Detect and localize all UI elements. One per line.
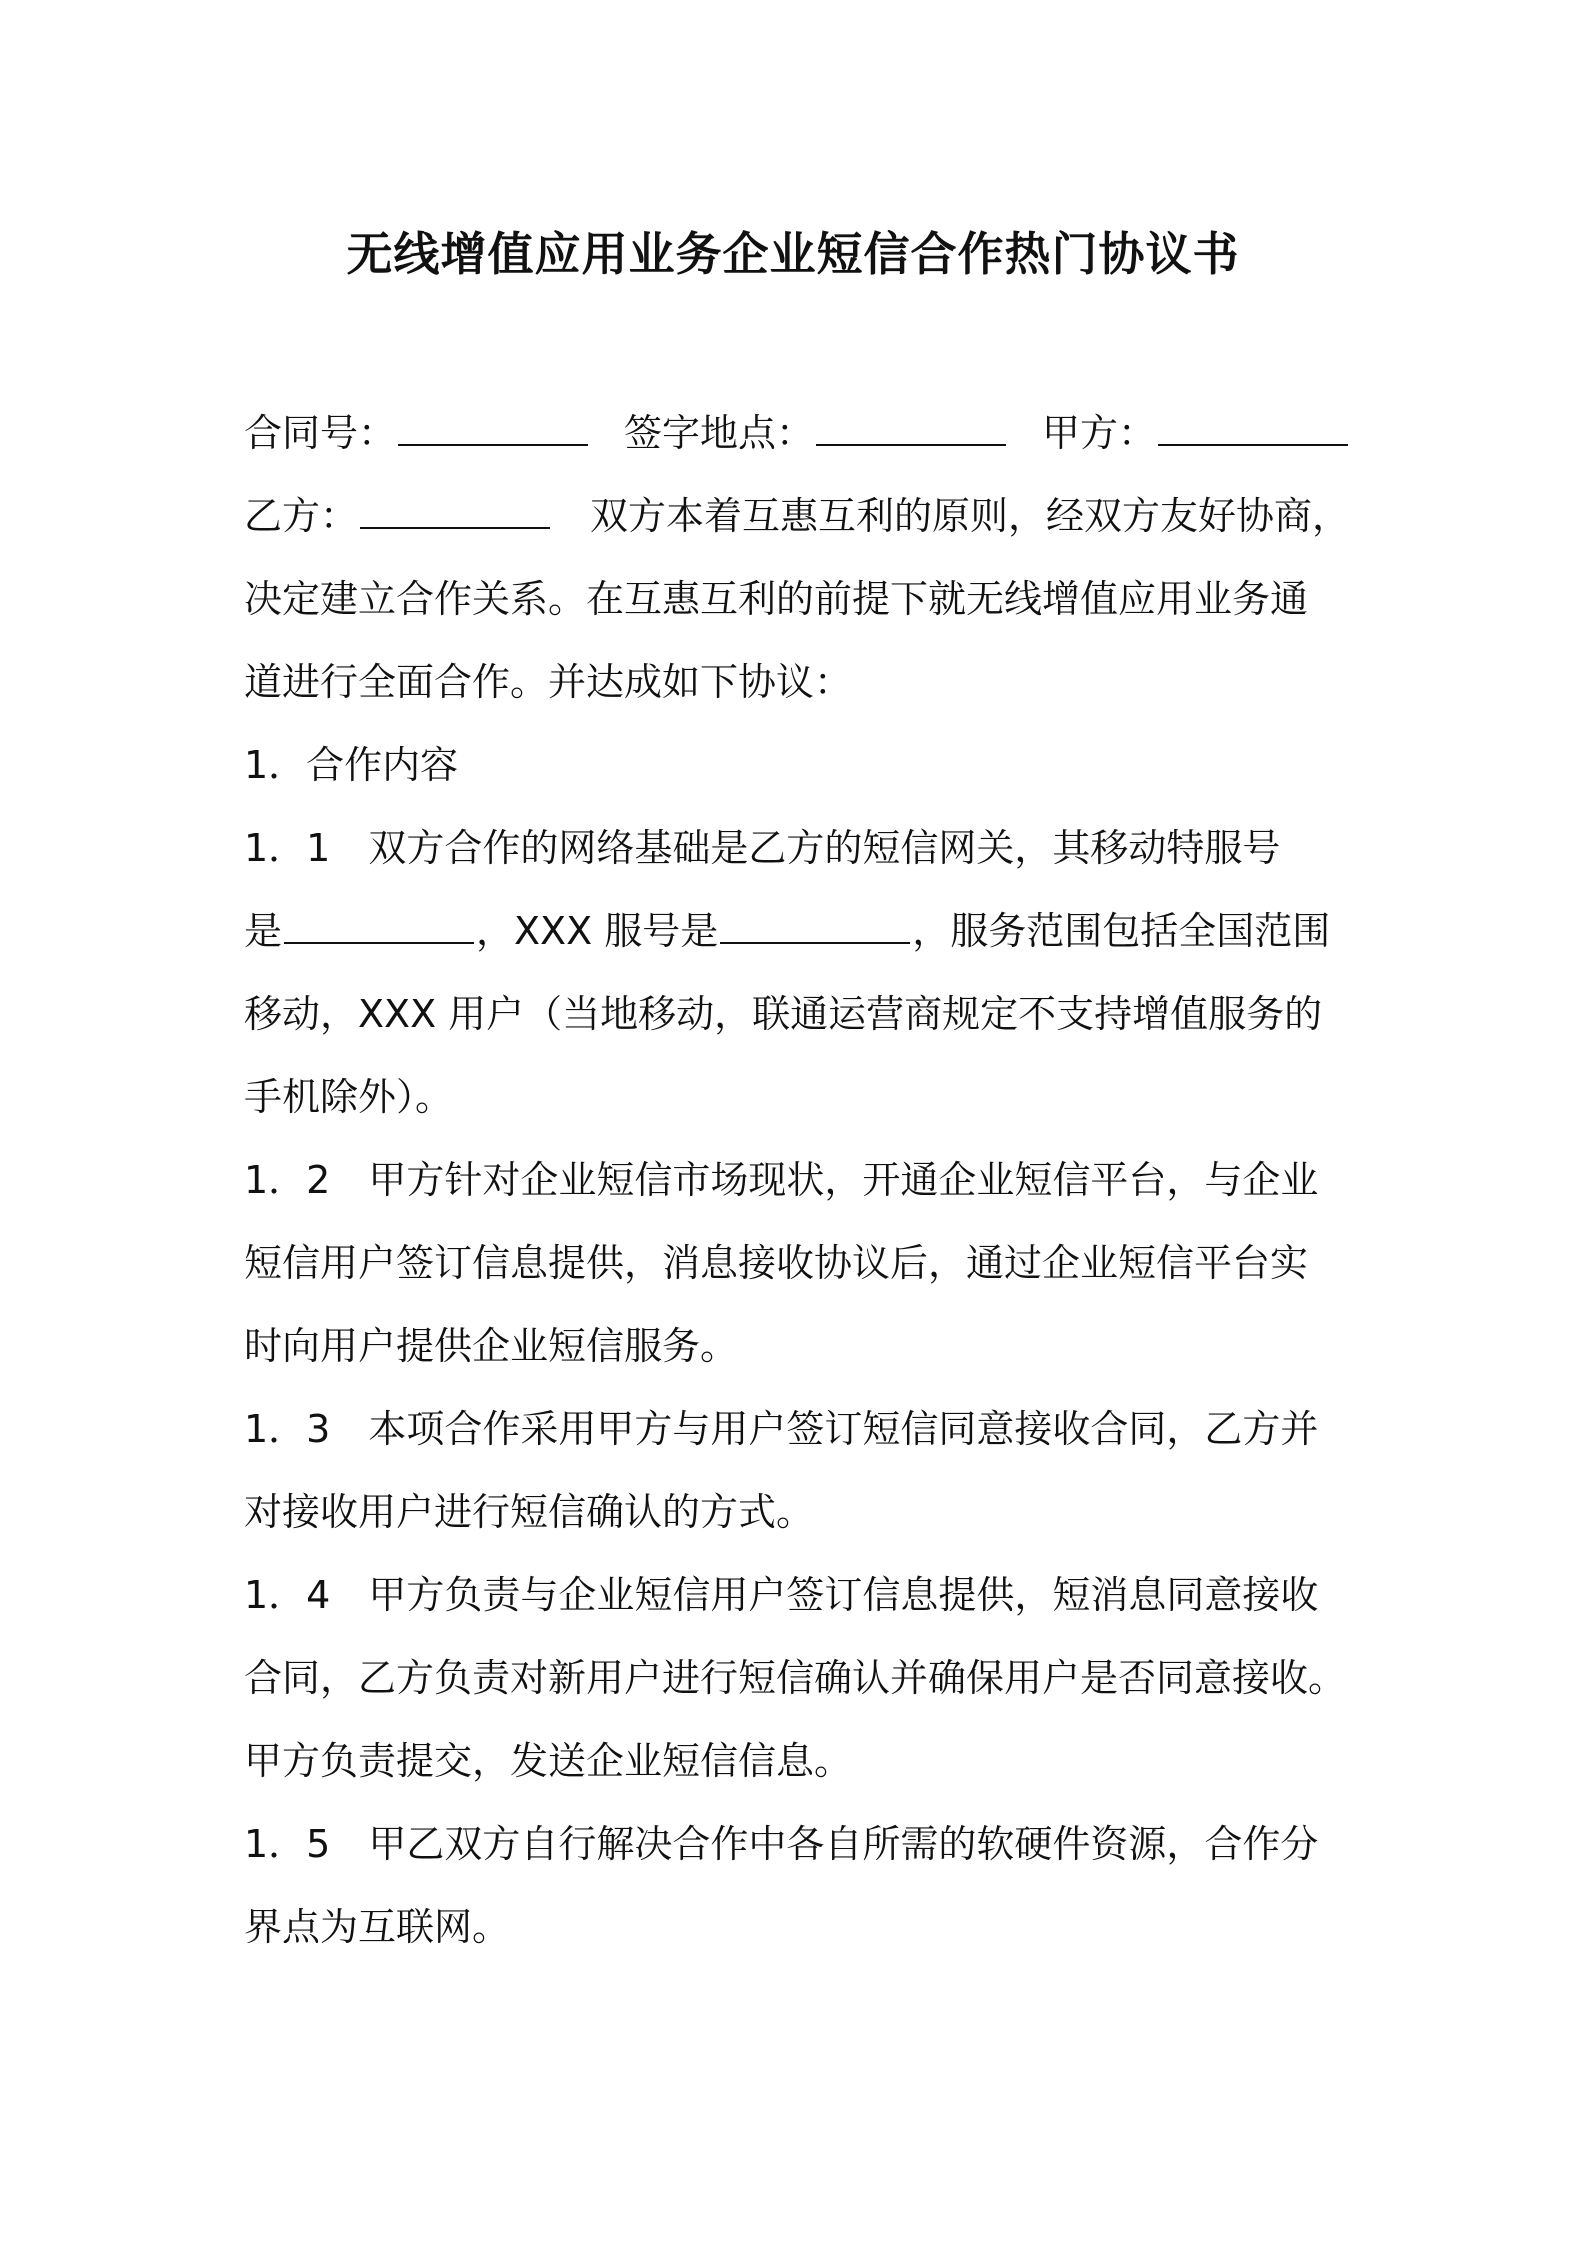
clause-1-1-line-2 — [244, 890, 1330, 973]
paragraph-line: 甲方负责提交，发送企业短信信息。 — [244, 1739, 853, 1783]
party-b-label: 乙方： — [244, 494, 359, 538]
paragraph-line: 移动，XXX 用户（当地移动，联通运营商规定不支持增值服务的 — [244, 992, 1323, 1036]
paragraph-line: 手机除外）。 — [244, 1075, 454, 1119]
clause-text: ，XXX 服号是 — [476, 909, 719, 953]
document-title: 无线增值应用业务企业短信合作热门协议书 — [346, 227, 1240, 281]
contract-no-blank — [398, 406, 588, 446]
clause-1-1: 1．1 双方合作的网络基础是乙方的短信网关，其移动特服号 — [244, 826, 1281, 870]
paragraph-line: 道进行全面合作。并达成如下协议： — [244, 660, 853, 704]
sign-place-label: 签字地点： — [624, 411, 815, 455]
xxx-service-number-blank — [720, 904, 910, 944]
clause-1-4: 1．4 甲方负责与企业短信用户签订信息提供，短消息同意接收 — [244, 1573, 1319, 1617]
header-fields-line-2 — [244, 475, 1350, 558]
clause-1-3: 1．3 本项合作采用甲方与用户签订短信同意接收合同，乙方并 — [244, 1407, 1319, 1451]
section-heading: 1．合作内容 — [244, 743, 459, 787]
paragraph-line: 合同，乙方负责对新用户进行短信确认并确保用户是否同意接收。 — [244, 1656, 1347, 1700]
sign-place-blank — [816, 406, 1006, 446]
party-a-label: 甲方： — [1042, 411, 1157, 455]
paragraph-line: 时向用户提供企业短信服务。 — [244, 1324, 739, 1368]
header-fields-line-1 — [244, 392, 1350, 475]
clause-text: ，服务范围包括全国范围 — [912, 909, 1331, 953]
paragraph-line: 决定建立合作关系。在互惠互利的前提下就无线增值应用业务通 — [244, 577, 1309, 621]
special-service-number-blank — [284, 904, 474, 944]
clause-text: 是 — [244, 909, 283, 953]
party-a-blank — [1158, 406, 1348, 446]
clause-1-2: 1．2 甲方针对企业短信市场现状，开通企业短信平台，与企业 — [244, 1158, 1319, 1202]
paragraph-line: 界点为互联网。 — [244, 1905, 511, 1949]
paragraph-intro-start: 双方本着互惠互利的原则，经双方友好协商， — [590, 494, 1351, 538]
party-b-blank — [360, 489, 550, 529]
paragraph-line: 对接收用户进行短信确认的方式。 — [244, 1490, 815, 1534]
clause-1-5: 1．5 甲乙双方自行解决合作中各自所需的软硬件资源，合作分 — [244, 1822, 1319, 1866]
paragraph-line: 短信用户签订信息提供，消息接收协议后，通过企业短信平台实 — [244, 1241, 1309, 1285]
contract-no-label: 合同号： — [244, 411, 397, 455]
